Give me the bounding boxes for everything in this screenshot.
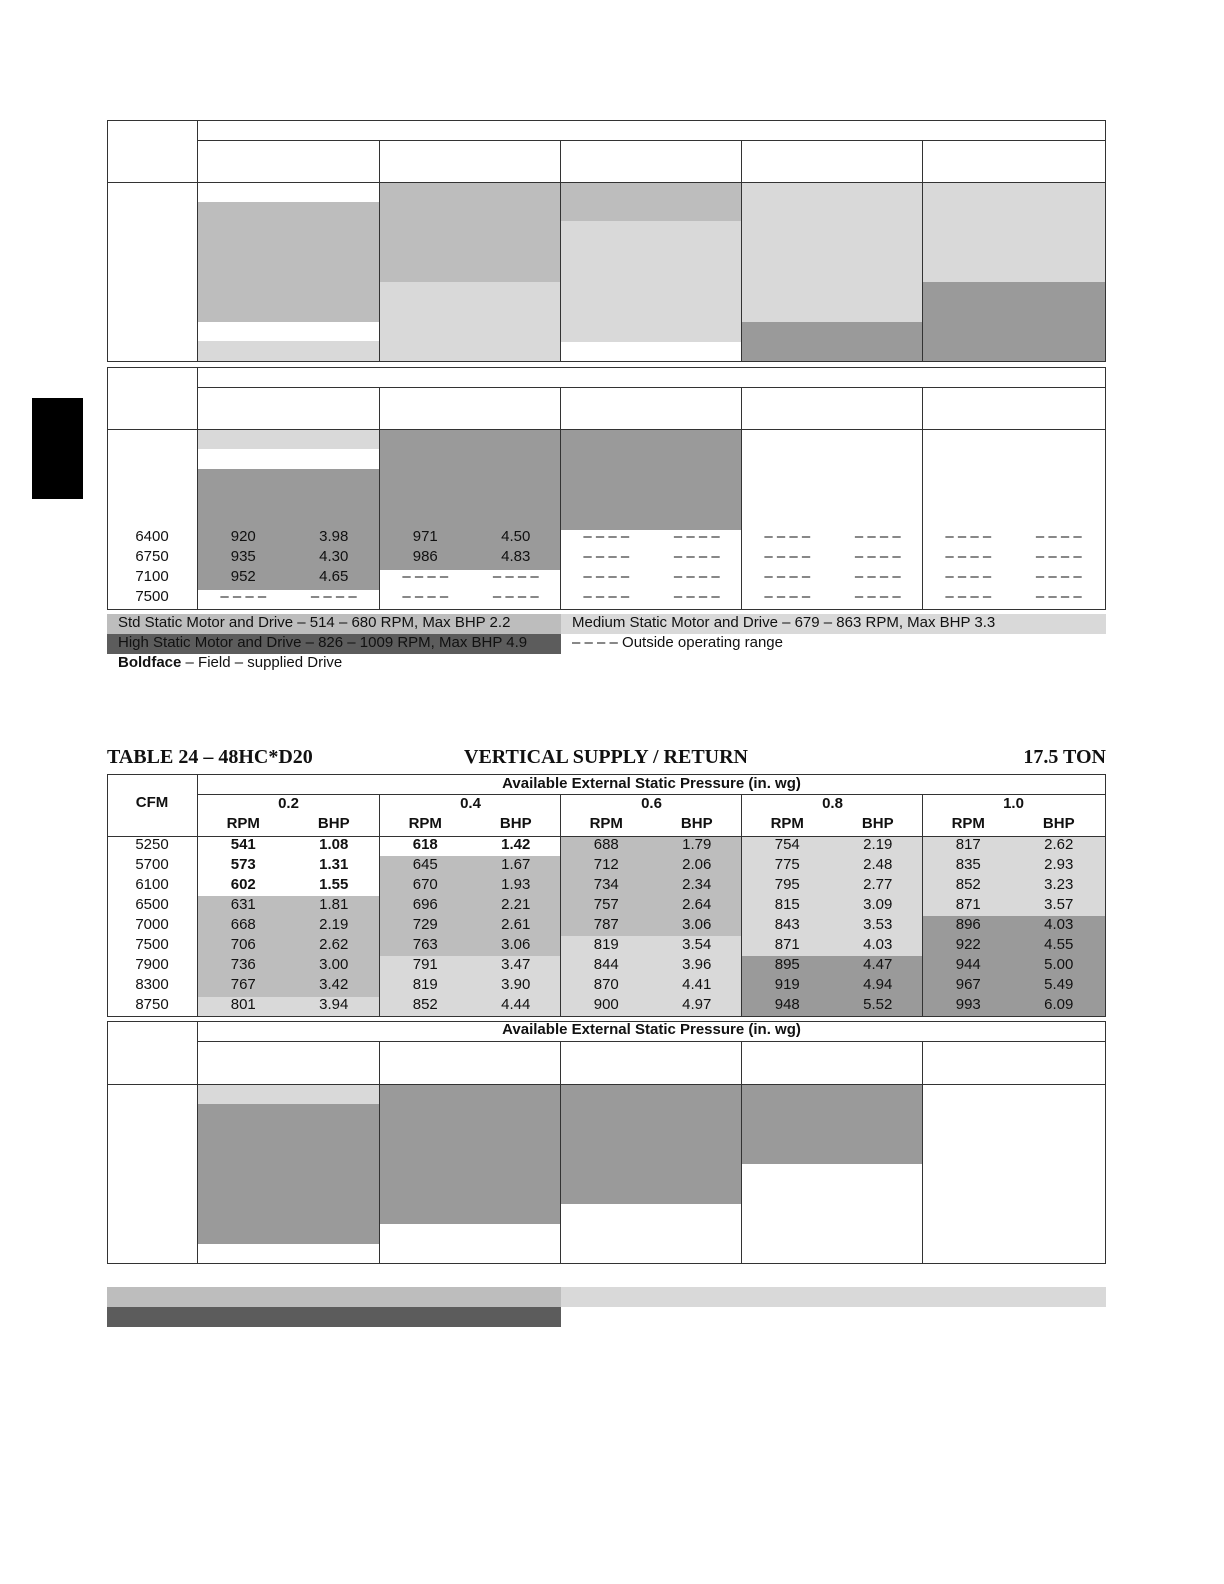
t24-cell-bhp: 2.77 — [863, 876, 893, 893]
table-24-tonnage: 17.5 TON — [1023, 746, 1106, 768]
mid-cell-rpm: – – – – — [402, 568, 449, 585]
t24-cell-bhp: 3.06 — [682, 916, 712, 933]
t24-cell-bhp: 1.08 — [319, 836, 349, 853]
mid-cell-bhp: – – – – — [492, 568, 539, 585]
t24-cell-rpm: 900 — [593, 996, 619, 1013]
t24-cell-rpm: 967 — [955, 976, 981, 993]
t24-cell-bhp: 2.61 — [501, 916, 531, 933]
t24-cell-rpm: 871 — [774, 936, 800, 953]
mid-cell-rpm: – – – – — [583, 568, 630, 585]
mid-cell-bhp: – – – – — [1035, 548, 1082, 565]
t24-bhp-header: BHP — [680, 815, 713, 832]
mid-cell-bhp: – – – – — [1035, 588, 1082, 605]
mid-cell-bhp: 4.83 — [501, 548, 531, 565]
t24-cell-bhp: 2.93 — [1044, 856, 1074, 873]
mid-cell-bhp: 4.50 — [501, 528, 531, 545]
t24-cell-rpm: 670 — [412, 876, 438, 893]
mid-cell-rpm: – – – – — [945, 528, 992, 545]
t24-cell-rpm: 763 — [412, 936, 438, 953]
mid-cell-bhp: – – – – — [1035, 528, 1082, 545]
t24-cell-rpm: 817 — [955, 836, 981, 853]
legend-medium-text: Medium Static Motor and Drive – 679 – 863 RPM, Max BHP 3.3 — [572, 614, 996, 631]
t24-cell-rpm: 706 — [230, 936, 256, 953]
t24-cell-rpm: 767 — [230, 976, 256, 993]
t24-row-cfm: 8300 — [135, 976, 169, 993]
mid-cell-rpm: – – – – — [583, 588, 630, 605]
mid-cell-rpm: – – – – — [764, 588, 811, 605]
mid-cell-rpm: – – – – — [583, 548, 630, 565]
t24-cell-rpm: 844 — [593, 956, 619, 973]
t24-cell-bhp: 3.53 — [863, 916, 893, 933]
t24-cell-rpm: 688 — [593, 836, 619, 853]
mid-cell-bhp: – – – – — [854, 568, 901, 585]
t24-cell-rpm: 541 — [230, 836, 256, 853]
t24-pressure-4: 1.0 — [1003, 795, 1024, 812]
t24-cell-bhp: 4.03 — [1044, 916, 1074, 933]
t24-cell-bhp: 2.48 — [863, 856, 893, 873]
t24-cell-bhp: 3.09 — [863, 896, 893, 913]
t24-pressure-2: 0.6 — [641, 795, 662, 812]
t24-cell-rpm: 896 — [955, 916, 981, 933]
t24-cell-bhp: 5.52 — [863, 996, 893, 1013]
mid-cell-bhp: – – – – — [854, 588, 901, 605]
t24-cell-rpm: 775 — [774, 856, 800, 873]
table-24-subtitle: VERTICAL SUPPLY / RETURN — [464, 746, 748, 768]
t24-row-cfm: 7000 — [135, 916, 169, 933]
t24-cell-rpm: 919 — [774, 976, 800, 993]
t24-cell-rpm: 791 — [412, 956, 438, 973]
t24-cell-bhp: 3.96 — [682, 956, 712, 973]
t24-cell-bhp: 2.64 — [682, 896, 712, 913]
t24-cell-rpm: 757 — [593, 896, 619, 913]
t24-cell-rpm: 895 — [774, 956, 800, 973]
t24-cell-bhp: 1.42 — [501, 836, 531, 853]
t24-pressure-1: 0.4 — [460, 795, 481, 812]
t24-cell-rpm: 631 — [230, 896, 256, 913]
mid-cell-bhp: – – – – — [673, 528, 720, 545]
t24-cell-rpm: 602 — [230, 876, 256, 893]
t24-cell-rpm: 852 — [412, 996, 438, 1013]
t24-row-cfm: 6500 — [135, 896, 169, 913]
t24-cell-rpm: 618 — [412, 836, 438, 853]
mid-cell-rpm: 935 — [230, 548, 256, 565]
mid-cell-bhp: 3.98 — [319, 528, 349, 545]
legend-boldface-text: – Field – supplied Drive — [181, 654, 343, 671]
t24-cell-bhp: 2.19 — [319, 916, 349, 933]
bottom-legend-std-swatch — [107, 1287, 561, 1307]
legend-outside-text: Outside operating range — [622, 634, 783, 651]
t24-cell-rpm: 871 — [955, 896, 981, 913]
mid-cell-bhp: 4.65 — [319, 568, 349, 585]
t24-cell-bhp: 4.41 — [682, 976, 712, 993]
t24-cell-rpm: 948 — [774, 996, 800, 1013]
t24-cell-bhp: 3.23 — [1044, 876, 1074, 893]
mid-cell-rpm: – – – – — [764, 548, 811, 565]
t24-cell-bhp: 1.81 — [319, 896, 349, 913]
t24-cell-bhp: 1.31 — [319, 856, 349, 873]
legend-high-text: High Static Motor and Drive – 826 – 1009 RPM, Max BHP 4.9 — [118, 634, 528, 651]
t24-cell-bhp: 3.06 — [501, 936, 531, 953]
bottom-legend-high-swatch — [107, 1307, 561, 1327]
t24-cell-rpm: 787 — [593, 916, 619, 933]
bottom-legend-medium-swatch — [561, 1287, 1106, 1307]
legend-outside — [572, 633, 783, 653]
t24-cell-rpm: 819 — [412, 976, 438, 993]
mid-cell-rpm: – – – – — [764, 528, 811, 545]
t24-cell-bhp: 4.47 — [863, 956, 893, 973]
mid-cell-bhp: – – – – — [310, 588, 357, 605]
t24-cell-bhp: 5.00 — [1044, 956, 1074, 973]
t24-cell-rpm: 573 — [230, 856, 256, 873]
mid-cell-rpm: – – – – — [945, 588, 992, 605]
t24-cell-bhp: 4.44 — [501, 996, 531, 1013]
t24-cell-bhp: 1.55 — [319, 876, 349, 893]
mid-cell-rpm: – – – – — [764, 568, 811, 585]
t24-cell-rpm: 843 — [774, 916, 800, 933]
t24-row-cfm: 6100 — [135, 876, 169, 893]
t24-cell-bhp: 1.79 — [682, 836, 712, 853]
t24-rpm-header: RPM — [770, 815, 804, 832]
t24-pressure-3: 0.8 — [822, 795, 843, 812]
t24-cell-rpm: 801 — [230, 996, 256, 1013]
t24-cell-bhp: 3.94 — [319, 996, 349, 1013]
t24-cell-bhp: 2.34 — [682, 876, 712, 893]
mid-row-cfm: 6400 — [135, 528, 169, 545]
mid-cell-bhp: – – – – — [673, 588, 720, 605]
legend-boldface — [118, 653, 342, 673]
t24-cell-rpm: 696 — [412, 896, 438, 913]
t24-row-cfm: 7900 — [135, 956, 169, 973]
t24-cell-bhp: 5.49 — [1044, 976, 1074, 993]
t24-cell-bhp: 6.09 — [1044, 996, 1074, 1013]
t24-cell-bhp: 2.06 — [682, 856, 712, 873]
mid-row-cfm: 7500 — [135, 588, 169, 605]
t24-rpm-header: RPM — [589, 815, 623, 832]
t24-rpm-header: RPM — [951, 815, 985, 832]
t24-row-cfm: 5700 — [135, 856, 169, 873]
mid-cell-rpm: – – – – — [220, 588, 267, 605]
t24-row-cfm: 7500 — [135, 936, 169, 953]
t24-cell-rpm: 852 — [955, 876, 981, 893]
t24-rpm-header: RPM — [226, 815, 260, 832]
t24-cell-rpm: 993 — [955, 996, 981, 1013]
t24-cell-bhp: 1.93 — [501, 876, 531, 893]
t24-cell-rpm: 754 — [774, 836, 800, 853]
t24-cell-rpm: 922 — [955, 936, 981, 953]
mid-cell-bhp: – – – – — [854, 528, 901, 545]
t24-cell-bhp: 3.00 — [319, 956, 349, 973]
mid-cell-rpm: – – – – — [402, 588, 449, 605]
t24-cell-bhp: 2.19 — [863, 836, 893, 853]
t24-bhp-header: BHP — [861, 815, 894, 832]
t24-cell-bhp: 2.21 — [501, 896, 531, 913]
t24-cell-bhp: 3.54 — [682, 936, 712, 953]
legend-outside-dashes: – – – – — [572, 634, 618, 651]
t24-cell-bhp: 3.57 — [1044, 896, 1074, 913]
mid-cell-bhp: – – – – — [673, 548, 720, 565]
mid-cell-bhp: – – – – — [673, 568, 720, 585]
t24-bhp-header: BHP — [317, 815, 350, 832]
mid-cell-rpm: 952 — [230, 568, 256, 585]
t24-cell-bhp: 4.55 — [1044, 936, 1074, 953]
mid-row-cfm: 6750 — [135, 548, 169, 565]
t24-cell-rpm: 870 — [593, 976, 619, 993]
t24-cell-bhp: 4.97 — [682, 996, 712, 1013]
section-tab-marker — [32, 398, 83, 499]
mid-cell-rpm: 986 — [412, 548, 438, 565]
t24-row-cfm: 8750 — [135, 996, 169, 1013]
legend-std-text: Std Static Motor and Drive – 514 – 680 RPM, Max BHP 2.2 — [118, 614, 511, 631]
t24-cell-rpm: 795 — [774, 876, 800, 893]
t24-cell-bhp: 4.03 — [863, 936, 893, 953]
mid-cell-rpm: – – – – — [945, 568, 992, 585]
t24-cell-rpm: 736 — [230, 956, 256, 973]
mid-cell-bhp: – – – – — [492, 588, 539, 605]
t24-cell-rpm: 645 — [412, 856, 438, 873]
t24-cell-bhp: 2.62 — [1044, 836, 1074, 853]
mid-cell-bhp: – – – – — [1035, 568, 1082, 585]
t24-cfm-header: CFM — [135, 794, 169, 811]
mid-cell-rpm: 920 — [230, 528, 256, 545]
t24-cell-rpm: 734 — [593, 876, 619, 893]
t24-rpm-header: RPM — [408, 815, 442, 832]
mid-cell-rpm: – – – – — [945, 548, 992, 565]
t24-cell-bhp: 3.90 — [501, 976, 531, 993]
t24-pressure-header: Available External Static Pressure (in. wg) — [502, 775, 801, 792]
t24-cell-rpm: 944 — [955, 956, 981, 973]
t24-cell-rpm: 712 — [593, 856, 619, 873]
mid-cell-rpm: 971 — [412, 528, 438, 545]
bottom-pressure-header: Available External Static Pressure (in. wg) — [502, 1021, 801, 1038]
mid-cell-bhp: – – – – — [854, 548, 901, 565]
legend-boldface-label: Boldface — [118, 654, 182, 671]
t24-cell-bhp: 1.67 — [501, 856, 531, 873]
t24-cell-rpm: 668 — [230, 916, 256, 933]
mid-cell-rpm: – – – – — [583, 528, 630, 545]
t24-cell-bhp: 2.62 — [319, 936, 349, 953]
t24-cell-rpm: 729 — [412, 916, 438, 933]
t24-pressure-0: 0.2 — [278, 795, 299, 812]
t24-row-cfm: 5250 — [135, 836, 169, 853]
t24-cell-rpm: 835 — [955, 856, 981, 873]
table-24-title: TABLE 24 – 48HC*D20 — [107, 746, 313, 768]
t24-cell-rpm: 819 — [593, 936, 619, 953]
mid-cell-bhp: 4.30 — [319, 548, 349, 565]
t24-bhp-header: BHP — [1042, 815, 1075, 832]
t24-cell-bhp: 3.42 — [319, 976, 349, 993]
t24-cell-rpm: 815 — [774, 896, 800, 913]
t24-cell-bhp: 3.47 — [501, 956, 531, 973]
t24-cell-bhp: 4.94 — [863, 976, 893, 993]
mid-row-cfm: 7100 — [135, 568, 169, 585]
t24-bhp-header: BHP — [499, 815, 532, 832]
